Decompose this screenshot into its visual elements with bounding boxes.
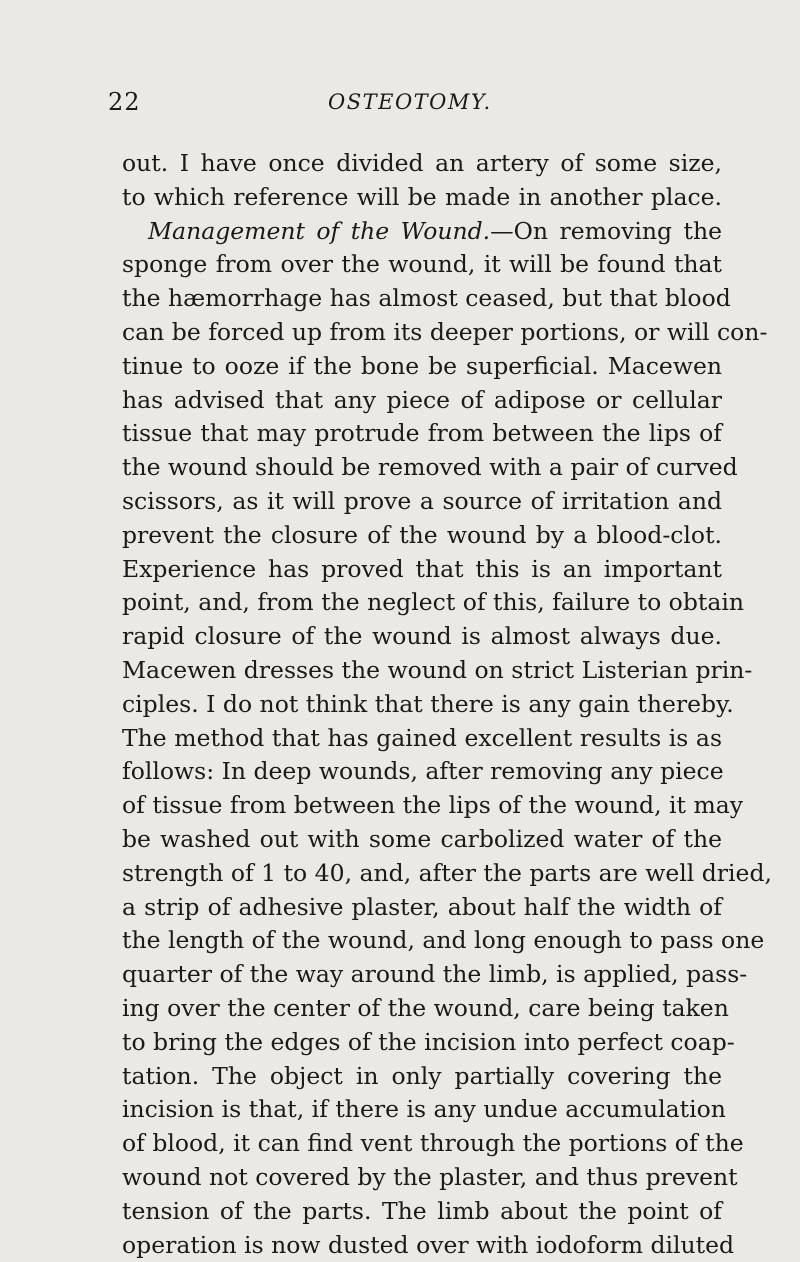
text-line: quarter of the way around the limb, is applied, pass- [122, 958, 722, 992]
text-line: has advised that any piece of adipose or cellular [122, 384, 722, 418]
text-line: operation is now dusted over with iodoform diluted [122, 1229, 722, 1262]
text-line: The method that has gained excellent results is as [122, 722, 722, 756]
text-line: ing over the center of the wound, care being taken [122, 992, 722, 1026]
text-line: follows: In deep wounds, after removing any piece [122, 755, 722, 789]
text-line: the hæmorrhage has almost ceased, but that blood [122, 282, 722, 316]
text-line: rapid closure of the wound is almost always due. [122, 620, 722, 654]
text-line: the length of the wound, and long enough to pass one [122, 924, 722, 958]
page-number: 22 [108, 88, 141, 116]
text-line: can be forced up from its deeper portions, or will con- [122, 316, 722, 350]
text-line: a strip of adhesive plaster, about half the width of [122, 891, 722, 925]
running-head [108, 88, 708, 128]
text-line: ciples. I do not think that there is any gain thereby. [122, 688, 722, 722]
text-line: tissue that may protrude from between the lips of [122, 417, 722, 451]
text-line: sponge from over the wound, it will be found that [122, 248, 722, 282]
text-line [122, 215, 722, 249]
text-line: of blood, it can find vent through the portions of the [122, 1127, 722, 1161]
text-line: strength of 1 to 40, and, after the parts are well dried, [122, 857, 722, 891]
text-line: incision is that, if there is any undue accumulation [122, 1093, 722, 1127]
text-line: wound not covered by the plaster, and thus prevent [122, 1161, 722, 1195]
text-line: to which reference will be made in another place. [122, 181, 722, 215]
text-line: to bring the edges of the incision into perfect coap- [122, 1026, 722, 1060]
text-line: Experience has proved that this is an important [122, 553, 722, 587]
section-heading: Management of the Wound. [148, 217, 490, 245]
text-line: tinue to ooze if the bone be superficial. Macewen [122, 350, 722, 384]
text-line: tension of the parts. The limb about the point of [122, 1195, 722, 1229]
running-title: OSTEOTOMY. [328, 90, 492, 114]
text-line-fragment: —On removing the [490, 217, 722, 245]
text-line: Macewen dresses the wound on strict Listerian prin- [122, 654, 722, 688]
text-line: scissors, as it will prove a source of irritation and [122, 485, 722, 519]
text-line: prevent the closure of the wound by a blood-clot. [122, 519, 722, 553]
body-text [122, 147, 722, 1262]
text-line: tation. The object in only partially covering the [122, 1060, 722, 1094]
text-line: the wound should be removed with a pair of curved [122, 451, 722, 485]
text-line: be washed out with some carbolized water of the [122, 823, 722, 857]
text-line: point, and, from the neglect of this, failure to obtain [122, 586, 722, 620]
text-line: of tissue from between the lips of the wound, it may [122, 789, 722, 823]
text-line: out. I have once divided an artery of some size, [122, 147, 722, 181]
